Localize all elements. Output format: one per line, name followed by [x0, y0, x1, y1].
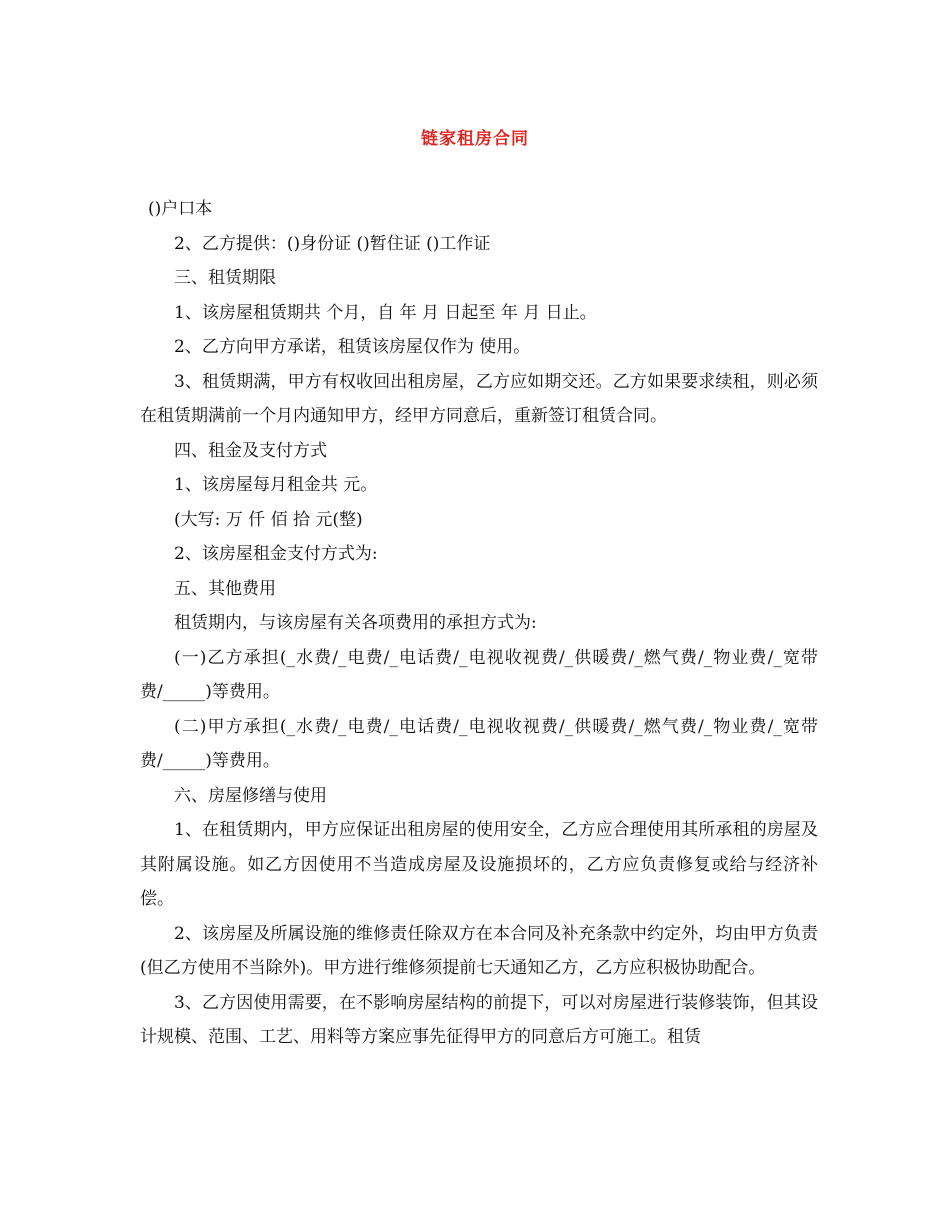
paragraph: 2、该房屋租金支付方式为:	[174, 544, 378, 564]
paragraph: 2、乙方向甲方承诺，租赁该房屋仅作为 使用。	[174, 337, 531, 357]
paragraph: (一)乙方承担(_水费/_电费/_电话费/_电视收视费/_供暖费/_燃气费/_物业费/_宽带费/_____)等费用。	[140, 647, 818, 702]
paragraph: 3、租赁期满，甲方有权收回出租房屋，乙方应如期交还。乙方如果要求续租，则必须在租赁期满前一个月内通知甲方，经甲方同意后，重新签订租赁合同。	[140, 371, 818, 426]
paragraph-hukou: ()户口本	[148, 199, 213, 219]
section-heading-other-fees: 五、其他费用	[174, 578, 276, 599]
paragraph: 1、该房屋每月租金共 元。	[174, 475, 378, 495]
section-heading-repair: 六、房屋修缮与使用	[174, 785, 327, 806]
paragraph: 1、在租赁期内，甲方应保证出租房屋的使用安全，乙方应合理使用其所承租的房屋及其附属设施。如乙方因使用不当造成房屋及设施损坏的，乙方应负责修复或给与经济补偿。	[140, 820, 818, 909]
section-heading-rent: 四、租金及支付方式	[174, 440, 327, 461]
section-heading-lease-term: 三、租赁期限	[174, 268, 276, 288]
paragraph: 2、该房屋及所属设施的维修责任除双方在本合同及补充条款中约定外，均由甲方负责(但乙方使用不当除外)。甲方进行维修须提前七天通知乙方，乙方应积极协助配合。	[140, 923, 818, 978]
paragraph: 3、乙方因使用需要，在不影响房屋结构的前提下，可以对房屋进行装修装饰，但其设计规模、范围、工艺、用料等方案应事先征得甲方的同意后方可施工。租赁	[140, 992, 818, 1047]
paragraph: 2、乙方提供：()身份证 ()暂住证 ()工作证	[174, 233, 491, 254]
document-body	[140, 192, 818, 1055]
paragraph: (二)甲方承担(_水费/_电费/_电话费/_电视收视费/_供暖费/_燃气费/_物业费/_宽带费/_____)等费用。	[140, 716, 818, 771]
paragraph: (大写: 万 仟 佰 拾 元(整)	[174, 509, 363, 530]
paragraph: 租赁期内，与该房屋有关各项费用的承担方式为:	[174, 613, 537, 633]
paragraph: 1、该房屋租赁期共 个月，自 年 月 日起至 年 月 日止。	[174, 302, 597, 323]
document-title: 链家租房合同	[421, 129, 529, 149]
